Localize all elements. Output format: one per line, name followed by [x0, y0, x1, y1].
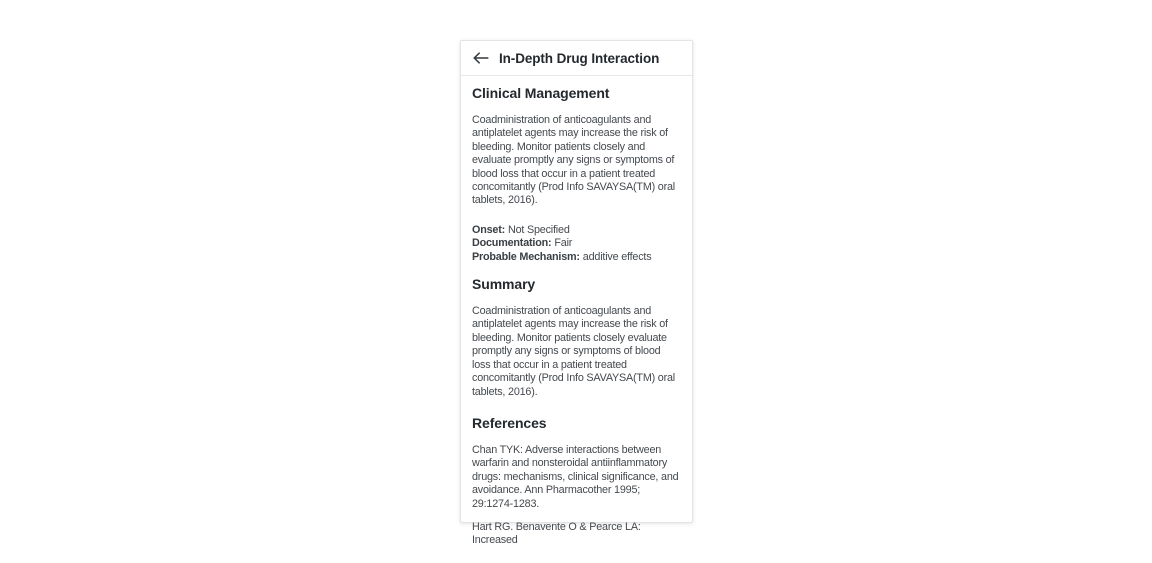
- panel-title: In-Depth Drug Interaction: [499, 50, 660, 66]
- reference-item: Hart RG. Benavente O & Pearce LA: Increased: [472, 520, 641, 547]
- probable-mechanism-label: Probable Mechanism:: [472, 250, 580, 263]
- section-heading-summary: Summary: [472, 276, 536, 293]
- panel-header: [461, 41, 692, 76]
- clinical-management-text: Coadministration of anticoagulants and antiplatelet agents may increase the risk of bleeding. Monitor patients closely and evaluate promptly any signs or symptoms of blood loss that occur in a patient treated concomitantly (Prod Info SAVAYSA(TM) oral tablets, 2016).: [472, 114, 676, 207]
- interaction-details: [472, 224, 681, 264]
- probable-mechanism-value: additive effects: [582, 250, 652, 263]
- documentation-label: Documentation:: [472, 237, 552, 250]
- probable-mechanism-row: [472, 251, 681, 264]
- onset-value: Not Specified: [508, 223, 570, 236]
- drug-interaction-panel: [460, 40, 693, 547]
- documentation-value: Fair: [554, 237, 573, 250]
- panel-scroll-area[interactable]: [461, 76, 692, 547]
- section-heading-clinical-management: Clinical Management: [472, 85, 610, 101]
- documentation-row: [472, 237, 681, 250]
- onset-label: Onset:: [472, 223, 505, 236]
- back-arrow-icon: [472, 52, 489, 64]
- back-button[interactable]: [472, 52, 489, 64]
- section-heading-references: References: [472, 414, 547, 431]
- summary-text: Coadministration of anticoagulants and antiplatelet agents may increase the risk of bleeding. Monitor patients closely evaluate promptly any signs or symptoms of blood loss that occur in a patient treated concomitantly (Prod Info SAVAYSA(TM) oral tablets, 2016).: [472, 305, 676, 398]
- onset-row: [472, 224, 681, 237]
- reference-item: Chan TYK: Adverse interactions between warfarin and nonsteroidal antiinflammatory drugs: mechanisms, clinical significance, and avoidance. Ann Pharmacother 1995; 29:1274-1283.: [472, 443, 679, 510]
